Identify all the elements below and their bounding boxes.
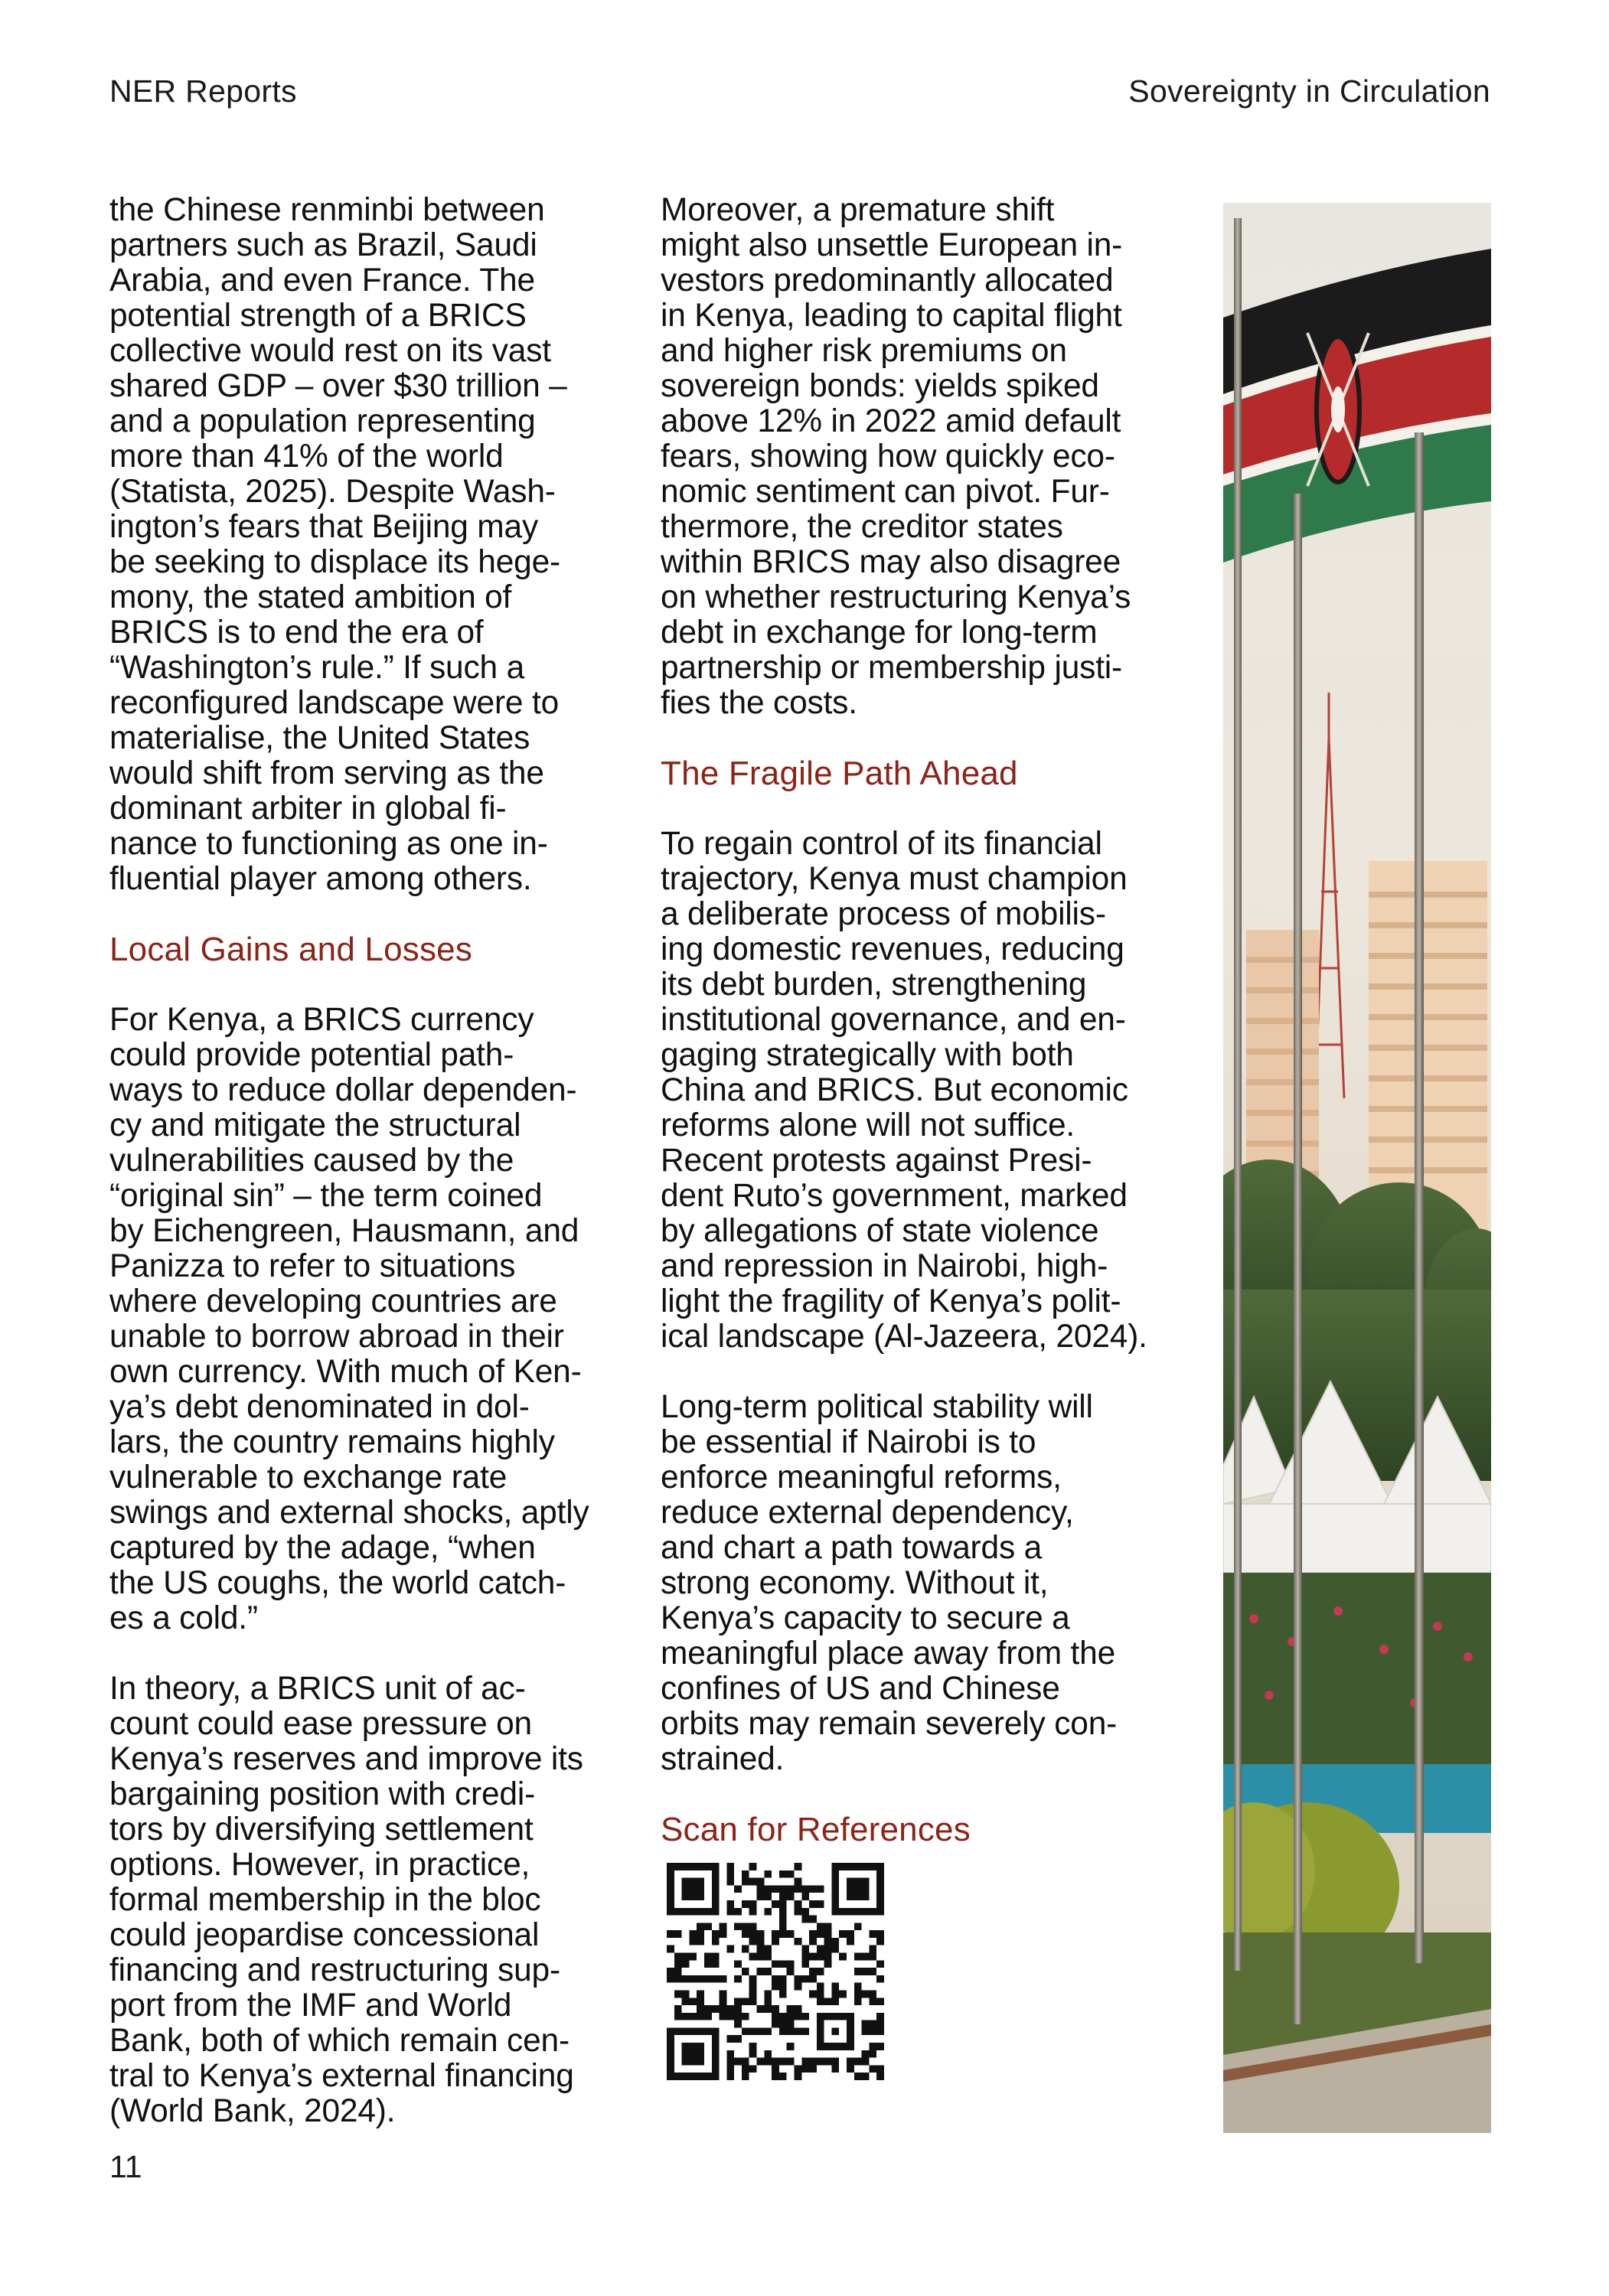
paragraph-regain-control: To regain control of its financial trajectory, Kenya must champion a deliberate process of mobilis- ing domestic revenues, reducing its debt burden, strengthening institutional governance, and en- gaging strategically with both China and BRICS. But economic reforms alone will not suffice. Recent protests against Presi- dent Ruto’s government, marked by allegations of state violence and repression in Nairobi, high- light the fragility of Kenya’s polit- ical landscape (Al-Jazeera, 2024). [661, 826, 1147, 1355]
references-qr-code[interactable] [667, 1863, 884, 2080]
running-header-left: NER Reports [109, 73, 297, 109]
kenya-flag-photo [1223, 203, 1491, 2133]
paragraph-premature-shift: Moreover, a premature shift might also unsettle European in- vestors predominantly allocated in Kenya, leading to capital flight and higher risk premiums on sovereign bonds: yields spiked above 12% in 2022 amid default fears, showing how quickly eco- nomic sentiment can pivot. Fur- thermore, the creditor states within BRICS may also disagree on whether restructuring Kenya’s debt in exchange for long-term partnership or membership justi- fies the costs. [661, 192, 1131, 721]
paragraph-kenya-currency: For Kenya, a BRICS currency could provide potential path- ways to reduce dollar dependen- cy and mitigate the structural vulnerabilities caused by the “original sin” – the term coined by Eichengreen, Hausmann, and Panizza to refer to situations where developing countries are unable to borrow abroad in their own currency. With much of Ken- ya’s debt denominated in dol- lars, the country remains highly vulnerable to exchange rate swings and external shocks, aptly captured by the adage, “when the US coughs, the world catch- es a cold.” [109, 1002, 589, 1636]
running-header-right: Sovereignty in Circulation [1128, 73, 1490, 109]
page-number: 11 [109, 2149, 142, 2184]
paragraph-brics-collective: the Chinese renminbi between partners such as Brazil, Saudi Arabia, and even France. The potential strength of a BRICS collective would rest on its vast shared GDP – over $30 trillion – and a population representing more than 41% of the world (Statista, 2025). Despite Wash- ington’s fears that Beijing may be seeking to displace its hege- mony, the stated ambition of BRICS is to end the era of “Washington’s rule.” If such a reconfigured landscape were to materialise, the United States would shift from serving as the dominant arbiter in global fi- nance to functioning as one in- fluential player among others. [109, 192, 567, 897]
heading-fragile-path: The Fragile Path Ahead [661, 755, 1018, 792]
text-column-middle [661, 193, 1181, 1883]
heading-scan-references: Scan for References [661, 1811, 971, 1848]
heading-local-gains-losses: Local Gains and Losses [109, 931, 473, 968]
paragraph-political-stability: Long-term political stability will be essential if Nairobi is to enforce meaningful reforms, reduce external dependency, and chart a path towards a strong economy. Without it, Kenya’s capacity to secure a meaningful place away from the confines of US and Chinese orbits may remain severely con- strained. [661, 1389, 1118, 1777]
paragraph-unit-of-account: In theory, a BRICS unit of ac- count could ease pressure on Kenya’s reserves and improve its bargaining position with credi- tors by diversifying settlement options. However, in practice, formal membership in the bloc could jeopardise concessional financing and restructuring sup- port from the IMF and World Bank, both of which remain cen- tral to Kenya’s external financing (World Bank, 2024). [109, 1671, 583, 2129]
text-column-left [109, 193, 630, 2129]
